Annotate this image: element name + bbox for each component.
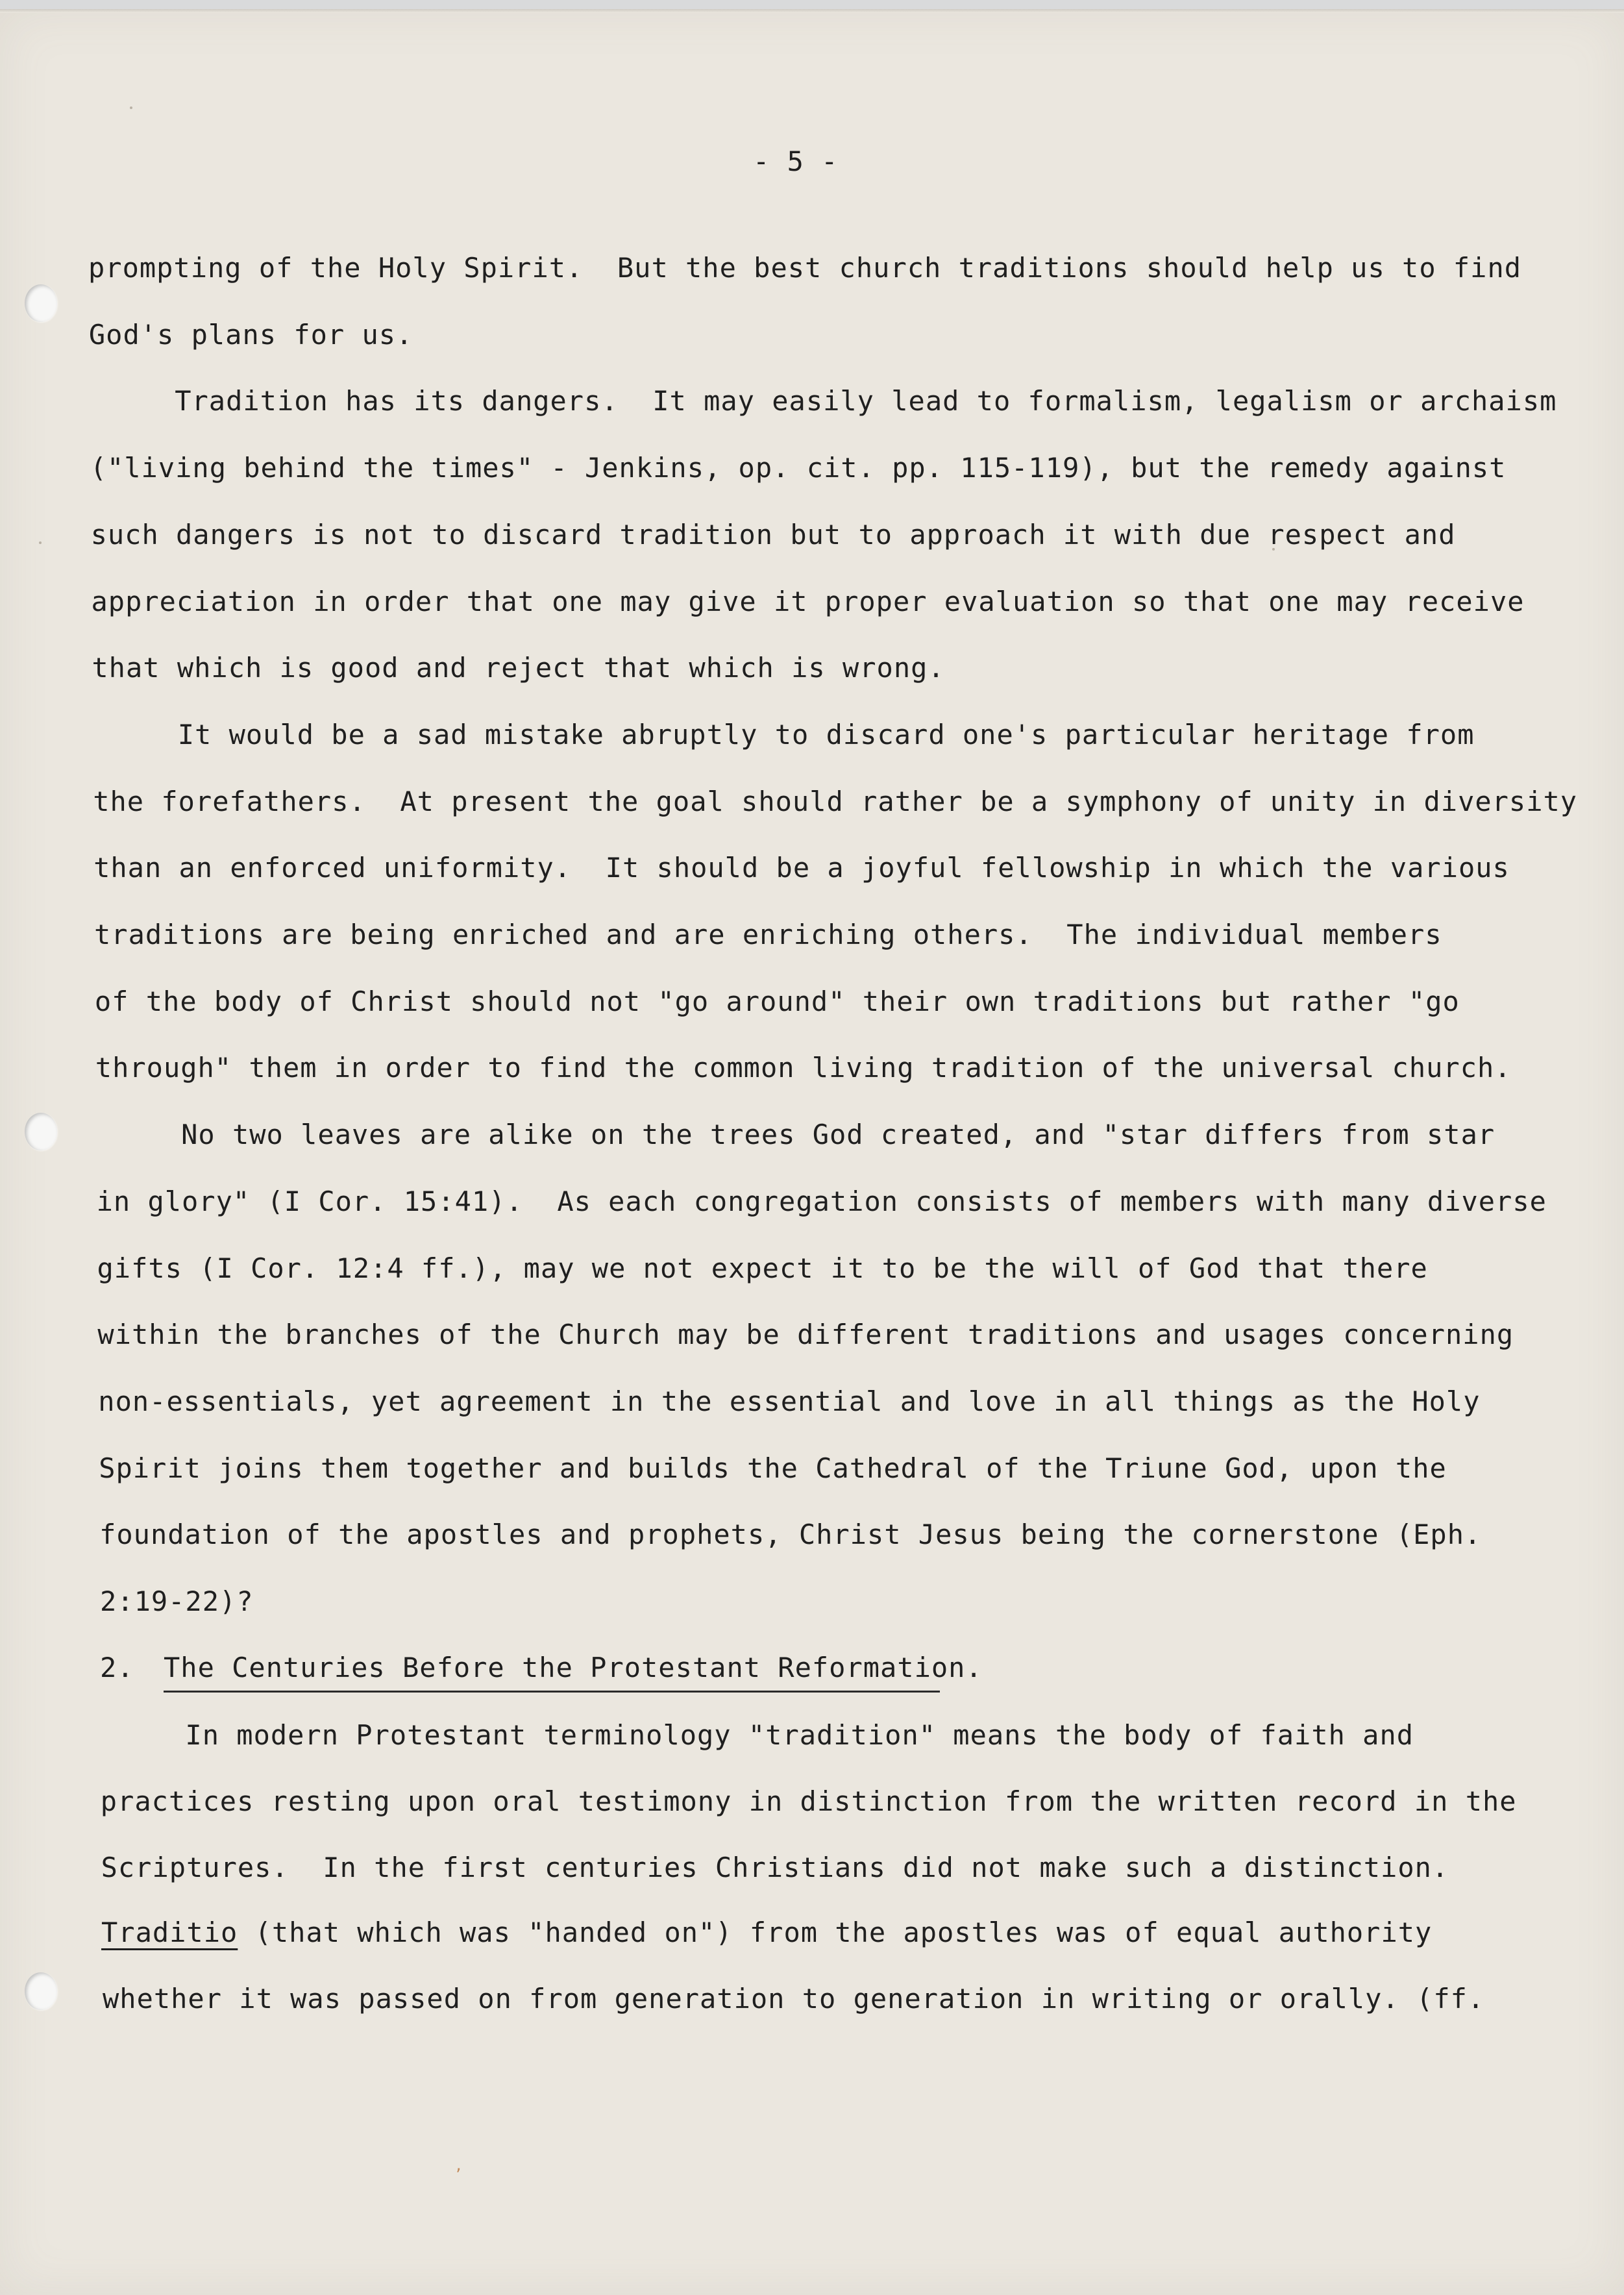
punch-hole-top	[25, 284, 57, 322]
text-line: 2:19-22)?	[100, 1585, 254, 1617]
ink-mark: ,	[454, 2158, 463, 2174]
text-line: appreciation in order that one may give it proper evaluation so that one may receive	[91, 585, 1525, 617]
text-line: ("living behind the times" - Jenkins, op. cit. pp. 115-119), but the remedy against	[90, 452, 1507, 484]
punch-hole-bottom	[25, 1972, 57, 2010]
traditio-line	[101, 1917, 1432, 1948]
section-number: 2.	[100, 1652, 134, 1683]
text-line: gifts (I Cor. 12:4 ff.), may we not expect it to be the will of God that there	[97, 1252, 1428, 1284]
section-heading-underline	[164, 1691, 940, 1693]
text-line: of the body of Christ should not "go around" their own traditions but rather "go	[94, 985, 1460, 1017]
text-line: foundation of the apostles and prophets, Christ Jesus being the cornerstone (Eph.	[99, 1519, 1482, 1551]
text-line: in glory" (I Cor. 15:41). As each congregation consists of members with many diverse	[96, 1185, 1547, 1217]
page-number: - 5 -	[753, 145, 839, 177]
text-line: prompting of the Holy Spirit. But the best church traditions should help us to find	[88, 252, 1522, 284]
text-line: the forefathers. At present the goal should rather be a symphony of unity in diversity	[93, 785, 1578, 817]
text-line: than an enforced uniformity. It should be a joyful fellowship in which the various	[93, 852, 1510, 884]
text-line: that which is good and reject that which is wrong.	[92, 652, 945, 684]
text-line: God's plans for us.	[88, 318, 413, 351]
section-text-line: In modern Protestant terminology "tradition" means the body of faith and	[100, 1719, 1414, 1751]
section-text-line: practices resting upon oral testimony in distinction from the written record in the	[100, 1785, 1517, 1817]
text-line: It would be a sad mistake abruptly to discard one's particular heritage from	[92, 718, 1475, 751]
paper-speck	[39, 541, 42, 544]
traditio-line-rest: (that which was "handed on") from the apostles was of equal authority	[238, 1917, 1433, 1948]
text-line: within the branches of the Church may be different traditions and usages concerning	[97, 1319, 1514, 1351]
last-line: whether it was passed on from generation to generation in writing or orally. (ff.	[103, 1983, 1485, 2015]
punch-hole-middle	[25, 1113, 57, 1150]
section-text-line: Scriptures. In the first centuries Christians did not make such a distinction.	[101, 1852, 1449, 1883]
text-line: No two leaves are alike on the trees God created, and "star differs from star	[95, 1119, 1495, 1151]
text-line: Spirit joins them together and builds the Cathedral of the Triune God, upon the	[99, 1452, 1447, 1484]
text-line: such dangers is not to discard tradition but to approach it with due respect and	[90, 518, 1456, 551]
text-line: traditions are being enriched and are enriching others. The individual members	[94, 919, 1442, 950]
page-top-edge	[0, 9, 1624, 13]
text-line: Tradition has its dangers. It may easily lead to formalism, legalism or archaism	[89, 385, 1557, 417]
text-line: through" them in order to find the common living tradition of the universal church.	[95, 1052, 1512, 1084]
paper-speck	[130, 106, 132, 109]
traditio-word: Traditio	[101, 1917, 238, 1948]
section-heading: The Centuries Before the Protestant Reformation.	[164, 1652, 983, 1683]
text-line: non-essentials, yet agreement in the essential and love in all things as the Holy	[98, 1385, 1481, 1417]
document-page	[0, 9, 1624, 2295]
